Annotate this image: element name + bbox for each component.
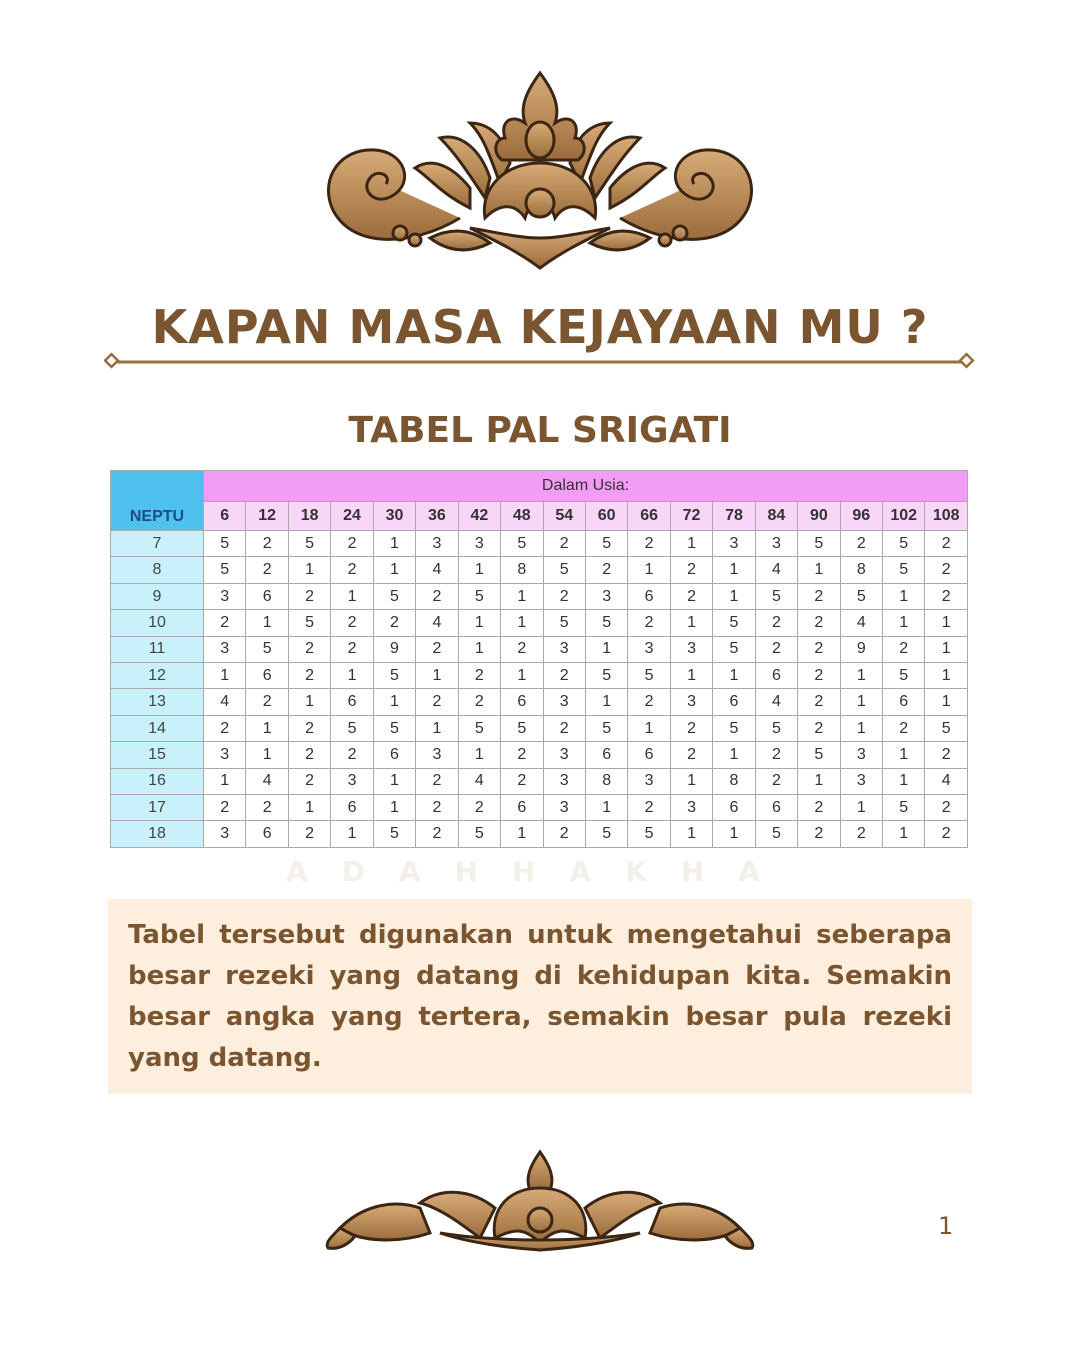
- value-cell: 3: [543, 689, 585, 715]
- pal-srigati-table-wrap: [110, 470, 968, 848]
- value-cell: 2: [755, 768, 797, 794]
- value-cell: 5: [713, 610, 755, 636]
- value-cell: 2: [585, 557, 627, 583]
- value-cell: 2: [416, 768, 458, 794]
- value-cell: 1: [713, 821, 755, 848]
- value-cell: 5: [585, 663, 627, 689]
- value-cell: 3: [670, 795, 712, 821]
- table-title: TABEL PAL SRIGATI: [348, 410, 732, 451]
- value-cell: 1: [458, 557, 500, 583]
- value-cell: 2: [755, 742, 797, 768]
- table-row: [111, 583, 968, 609]
- table-row: [111, 610, 968, 636]
- value-cell: 3: [204, 636, 246, 662]
- value-cell: 2: [670, 557, 712, 583]
- value-cell: 1: [840, 715, 882, 741]
- value-cell: 4: [246, 768, 288, 794]
- value-cell: 1: [501, 610, 543, 636]
- value-cell: 2: [331, 742, 373, 768]
- value-cell: 2: [883, 715, 925, 741]
- age-column-header: 72: [670, 502, 712, 531]
- value-cell: 8: [840, 557, 882, 583]
- value-cell: 1: [713, 742, 755, 768]
- value-cell: 2: [288, 768, 330, 794]
- value-cell: 5: [288, 531, 330, 557]
- age-column-header: 66: [628, 502, 670, 531]
- value-cell: 3: [543, 795, 585, 821]
- table-row: [111, 715, 968, 741]
- value-cell: 5: [883, 531, 925, 557]
- age-column-header: 102: [883, 502, 925, 531]
- value-cell: 2: [670, 715, 712, 741]
- value-cell: 3: [755, 531, 797, 557]
- value-cell: 5: [925, 715, 968, 741]
- neptu-cell: 17: [111, 795, 204, 821]
- value-cell: 4: [925, 768, 968, 794]
- value-cell: 3: [840, 742, 882, 768]
- value-cell: 1: [373, 795, 415, 821]
- table-body: [111, 531, 968, 848]
- value-cell: 3: [585, 583, 627, 609]
- value-cell: 2: [331, 531, 373, 557]
- value-cell: 6: [246, 821, 288, 848]
- value-cell: 5: [543, 557, 585, 583]
- value-cell: 2: [501, 742, 543, 768]
- value-cell: 1: [670, 821, 712, 848]
- table-row: [111, 795, 968, 821]
- value-cell: 2: [501, 768, 543, 794]
- value-cell: 2: [798, 715, 840, 741]
- value-cell: 1: [670, 531, 712, 557]
- value-cell: 1: [373, 557, 415, 583]
- value-cell: 1: [204, 663, 246, 689]
- value-cell: 2: [288, 742, 330, 768]
- value-cell: 9: [840, 636, 882, 662]
- value-cell: 5: [288, 610, 330, 636]
- value-cell: 3: [204, 742, 246, 768]
- value-cell: 2: [798, 636, 840, 662]
- value-cell: 8: [501, 557, 543, 583]
- value-cell: 3: [840, 768, 882, 794]
- value-cell: 8: [585, 768, 627, 794]
- value-cell: 1: [288, 795, 330, 821]
- value-cell: 3: [628, 768, 670, 794]
- value-cell: 2: [416, 821, 458, 848]
- value-cell: 5: [628, 821, 670, 848]
- value-cell: 1: [416, 715, 458, 741]
- value-cell: 6: [585, 742, 627, 768]
- description-text: Tabel tersebut digunakan untuk mengetahui seberapa besar rezeki yang datang di kehidupan kita. Semakin besar angka yang tertera, semakin besar pula rezeki yang datang.: [128, 920, 952, 1073]
- value-cell: 2: [925, 795, 968, 821]
- value-cell: 4: [458, 768, 500, 794]
- value-cell: 5: [501, 715, 543, 741]
- value-cell: 2: [416, 636, 458, 662]
- age-column-header: 84: [755, 502, 797, 531]
- value-cell: 3: [416, 742, 458, 768]
- value-cell: 6: [331, 795, 373, 821]
- value-cell: 2: [798, 610, 840, 636]
- value-cell: 5: [501, 531, 543, 557]
- description-box: [108, 899, 972, 1094]
- value-cell: 5: [373, 715, 415, 741]
- table-row: [111, 636, 968, 662]
- value-cell: 1: [246, 715, 288, 741]
- value-cell: 2: [798, 795, 840, 821]
- value-cell: 2: [628, 531, 670, 557]
- value-cell: 4: [416, 610, 458, 636]
- value-cell: 1: [883, 768, 925, 794]
- value-cell: 2: [840, 531, 882, 557]
- value-cell: 6: [628, 742, 670, 768]
- value-cell: 6: [628, 583, 670, 609]
- value-cell: 4: [840, 610, 882, 636]
- value-cell: 1: [501, 821, 543, 848]
- value-cell: 2: [798, 689, 840, 715]
- value-cell: 2: [925, 742, 968, 768]
- value-cell: 1: [373, 689, 415, 715]
- value-cell: 1: [331, 583, 373, 609]
- pal-srigati-table: [110, 470, 968, 848]
- value-cell: 2: [628, 689, 670, 715]
- value-cell: 5: [713, 636, 755, 662]
- age-column-header: 36: [416, 502, 458, 531]
- value-cell: 5: [458, 821, 500, 848]
- value-cell: 6: [373, 742, 415, 768]
- neptu-cell: 16: [111, 768, 204, 794]
- value-cell: 1: [713, 583, 755, 609]
- neptu-cell: 10: [111, 610, 204, 636]
- value-cell: 1: [331, 821, 373, 848]
- value-cell: 6: [246, 663, 288, 689]
- value-cell: 2: [331, 557, 373, 583]
- neptu-header: NEPTU: [111, 471, 204, 531]
- value-cell: 2: [246, 557, 288, 583]
- value-cell: 3: [543, 636, 585, 662]
- value-cell: 2: [670, 742, 712, 768]
- neptu-cell: 15: [111, 742, 204, 768]
- value-cell: 2: [798, 663, 840, 689]
- age-column-header: 42: [458, 502, 500, 531]
- value-cell: 1: [288, 557, 330, 583]
- value-cell: 3: [458, 531, 500, 557]
- value-cell: 1: [501, 663, 543, 689]
- value-cell: 3: [670, 689, 712, 715]
- value-cell: 2: [543, 821, 585, 848]
- value-cell: 3: [713, 531, 755, 557]
- value-cell: 1: [204, 768, 246, 794]
- value-cell: 1: [883, 610, 925, 636]
- value-cell: 3: [331, 768, 373, 794]
- value-cell: 1: [925, 663, 968, 689]
- value-cell: 2: [288, 715, 330, 741]
- value-cell: 2: [204, 795, 246, 821]
- value-cell: 2: [288, 636, 330, 662]
- value-cell: 1: [373, 768, 415, 794]
- age-column-header: 24: [331, 502, 373, 531]
- page-title: KAPAN MASA KEJAYAAN MU ?: [151, 300, 929, 354]
- value-cell: 1: [840, 795, 882, 821]
- value-cell: 2: [246, 531, 288, 557]
- value-cell: 1: [883, 821, 925, 848]
- table-row: [111, 689, 968, 715]
- value-cell: 2: [288, 821, 330, 848]
- value-cell: 2: [246, 795, 288, 821]
- value-cell: 3: [628, 636, 670, 662]
- value-cell: 2: [798, 583, 840, 609]
- value-cell: 6: [883, 689, 925, 715]
- value-cell: 1: [670, 610, 712, 636]
- value-cell: 1: [925, 610, 968, 636]
- value-cell: 5: [883, 663, 925, 689]
- value-cell: 1: [331, 663, 373, 689]
- value-cell: 5: [840, 583, 882, 609]
- value-cell: 1: [246, 610, 288, 636]
- value-cell: 1: [925, 689, 968, 715]
- table-row: [111, 768, 968, 794]
- value-cell: 2: [288, 583, 330, 609]
- value-cell: 5: [798, 531, 840, 557]
- age-column-header: 54: [543, 502, 585, 531]
- age-column-header: 60: [585, 502, 627, 531]
- value-cell: 5: [373, 663, 415, 689]
- page-number: 1: [938, 1212, 954, 1240]
- value-cell: 1: [458, 742, 500, 768]
- usia-header: Dalam Usia:: [204, 471, 968, 502]
- value-cell: 1: [585, 689, 627, 715]
- value-cell: 1: [246, 742, 288, 768]
- value-cell: 2: [458, 689, 500, 715]
- value-cell: 1: [840, 689, 882, 715]
- age-column-header: 108: [925, 502, 968, 531]
- value-cell: 1: [670, 663, 712, 689]
- value-cell: 5: [331, 715, 373, 741]
- value-cell: 1: [288, 689, 330, 715]
- value-cell: 2: [416, 583, 458, 609]
- value-cell: 1: [628, 715, 670, 741]
- value-cell: 1: [883, 583, 925, 609]
- value-cell: 2: [416, 689, 458, 715]
- value-cell: 4: [755, 557, 797, 583]
- value-cell: 1: [373, 531, 415, 557]
- value-cell: 3: [543, 768, 585, 794]
- age-column-header: 12: [246, 502, 288, 531]
- value-cell: 5: [458, 715, 500, 741]
- title-divider: [104, 352, 976, 372]
- value-cell: 5: [373, 821, 415, 848]
- balinese-ornament-bottom-icon: [320, 1148, 760, 1258]
- neptu-cell: 8: [111, 557, 204, 583]
- value-cell: 2: [331, 636, 373, 662]
- value-cell: 1: [713, 663, 755, 689]
- table-row: [111, 557, 968, 583]
- value-cell: 2: [458, 795, 500, 821]
- value-cell: 8: [713, 768, 755, 794]
- value-cell: 1: [458, 636, 500, 662]
- value-cell: 5: [755, 821, 797, 848]
- value-cell: 1: [670, 768, 712, 794]
- value-cell: 1: [585, 636, 627, 662]
- neptu-cell: 18: [111, 821, 204, 848]
- value-cell: 6: [501, 689, 543, 715]
- value-cell: 2: [798, 821, 840, 848]
- table-row: [111, 742, 968, 768]
- value-cell: 2: [288, 663, 330, 689]
- neptu-cell: 7: [111, 531, 204, 557]
- value-cell: 1: [925, 636, 968, 662]
- value-cell: 2: [925, 821, 968, 848]
- value-cell: 1: [798, 768, 840, 794]
- balinese-ornament-top-icon: [320, 68, 760, 278]
- age-column-header: 78: [713, 502, 755, 531]
- value-cell: 1: [883, 742, 925, 768]
- value-cell: 1: [628, 557, 670, 583]
- value-cell: 2: [543, 715, 585, 741]
- value-cell: 2: [755, 636, 797, 662]
- value-cell: 5: [883, 795, 925, 821]
- value-cell: 6: [331, 689, 373, 715]
- value-cell: 5: [713, 715, 755, 741]
- value-cell: 2: [670, 583, 712, 609]
- age-header-row: [111, 502, 968, 531]
- value-cell: 2: [925, 557, 968, 583]
- value-cell: 2: [925, 531, 968, 557]
- value-cell: 2: [628, 795, 670, 821]
- value-cell: 1: [585, 795, 627, 821]
- value-cell: 5: [204, 557, 246, 583]
- value-cell: 5: [585, 715, 627, 741]
- value-cell: 2: [755, 610, 797, 636]
- table-row: [111, 821, 968, 848]
- age-column-header: 6: [204, 502, 246, 531]
- value-cell: 5: [755, 715, 797, 741]
- value-cell: 2: [373, 610, 415, 636]
- neptu-cell: 12: [111, 663, 204, 689]
- value-cell: 2: [416, 795, 458, 821]
- value-cell: 2: [543, 663, 585, 689]
- value-cell: 3: [204, 821, 246, 848]
- neptu-cell: 9: [111, 583, 204, 609]
- value-cell: 2: [543, 531, 585, 557]
- value-cell: 5: [585, 531, 627, 557]
- value-cell: 3: [543, 742, 585, 768]
- age-column-header: 18: [288, 502, 330, 531]
- value-cell: 3: [670, 636, 712, 662]
- value-cell: 6: [755, 663, 797, 689]
- neptu-cell: 13: [111, 689, 204, 715]
- value-cell: 2: [458, 663, 500, 689]
- value-cell: 6: [755, 795, 797, 821]
- value-cell: 6: [501, 795, 543, 821]
- value-cell: 5: [755, 583, 797, 609]
- value-cell: 1: [840, 663, 882, 689]
- table-row: [111, 663, 968, 689]
- value-cell: 4: [755, 689, 797, 715]
- value-cell: 5: [798, 742, 840, 768]
- value-cell: 5: [373, 583, 415, 609]
- value-cell: 6: [713, 795, 755, 821]
- value-cell: 6: [246, 583, 288, 609]
- value-cell: 3: [416, 531, 458, 557]
- value-cell: 9: [373, 636, 415, 662]
- value-cell: 2: [628, 610, 670, 636]
- value-cell: 6: [713, 689, 755, 715]
- value-cell: 4: [204, 689, 246, 715]
- neptu-cell: 11: [111, 636, 204, 662]
- value-cell: 5: [246, 636, 288, 662]
- value-cell: 3: [204, 583, 246, 609]
- value-cell: 2: [840, 821, 882, 848]
- value-cell: 5: [543, 610, 585, 636]
- value-cell: 2: [883, 636, 925, 662]
- value-cell: 4: [416, 557, 458, 583]
- value-cell: 5: [883, 557, 925, 583]
- age-column-header: 96: [840, 502, 882, 531]
- value-cell: 1: [458, 610, 500, 636]
- value-cell: 2: [543, 583, 585, 609]
- age-column-header: 30: [373, 502, 415, 531]
- value-cell: 1: [798, 557, 840, 583]
- value-cell: 2: [331, 610, 373, 636]
- value-cell: 5: [204, 531, 246, 557]
- value-cell: 1: [501, 583, 543, 609]
- value-cell: 1: [713, 557, 755, 583]
- value-cell: 2: [925, 583, 968, 609]
- value-cell: 2: [204, 610, 246, 636]
- value-cell: 5: [585, 610, 627, 636]
- value-cell: 2: [501, 636, 543, 662]
- value-cell: 1: [416, 663, 458, 689]
- watermark: ADAHHAKHA: [286, 855, 794, 888]
- value-cell: 5: [628, 663, 670, 689]
- age-column-header: 48: [501, 502, 543, 531]
- value-cell: 5: [585, 821, 627, 848]
- value-cell: 2: [204, 715, 246, 741]
- neptu-cell: 14: [111, 715, 204, 741]
- age-column-header: 90: [798, 502, 840, 531]
- value-cell: 2: [246, 689, 288, 715]
- table-row: [111, 531, 968, 557]
- value-cell: 5: [458, 583, 500, 609]
